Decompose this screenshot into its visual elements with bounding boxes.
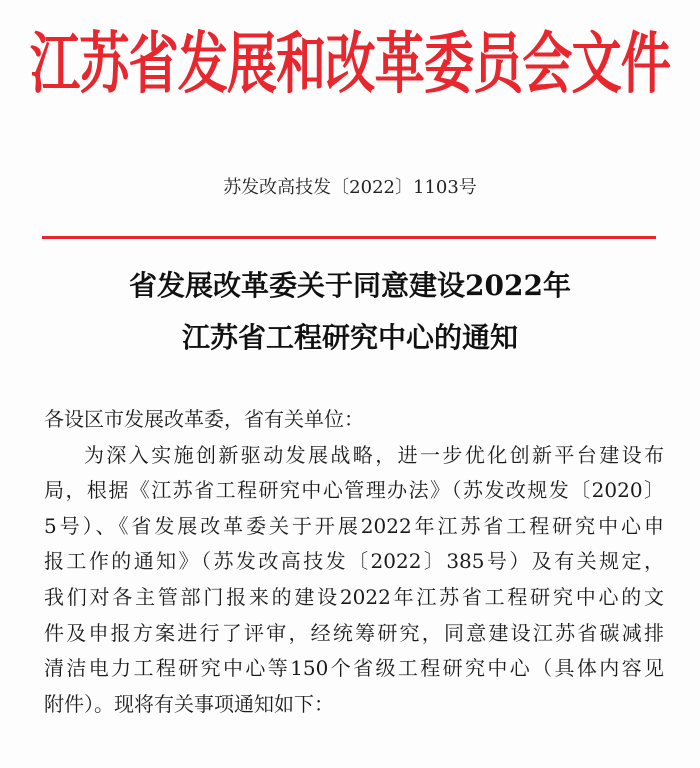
paragraph-line: 5号）、《省发展改革委关于开展2022年江苏省工程研究中心申: [44, 513, 664, 538]
paragraph-line: 清洁电力工程研究中心等150个省级工程研究中心（具体内容见: [44, 656, 664, 681]
red-divider-line: [42, 236, 656, 239]
notice-title-line-1: 省发展改革委关于同意建设2022年: [129, 269, 571, 302]
paragraph-line: 附件）。现将有关事项通知如下：: [44, 691, 334, 716]
document-masthead: 江苏省发展和改革委员会文件: [30, 25, 670, 103]
paragraph-line: 我们对各主管部门报来的建设2022年江苏省工程研究中心的文: [44, 584, 664, 609]
paragraph-line: 为深入实施创新驱动发展战略，进一步优化创新平台建设布: [84, 442, 664, 467]
paragraph-line: 件及申报方案进行了评审，经统筹研究，同意建设江苏省碳减排: [44, 620, 664, 645]
notice-title-line-2: 江苏省工程研究中心的通知: [181, 321, 518, 354]
document-number: 苏发改高技发〔2022〕1103号: [223, 177, 477, 198]
paragraph-line: 报工作的通知》（苏发改高技发〔2022〕385号）及有关规定，: [44, 549, 664, 574]
notice-body: [44, 402, 664, 722]
salutation: 各设区市发展改革委，省有关单位：: [44, 407, 364, 431]
paragraph-line: 局，根据《江苏省工程研究中心管理办法》（苏发改规发〔2020〕: [44, 478, 664, 503]
